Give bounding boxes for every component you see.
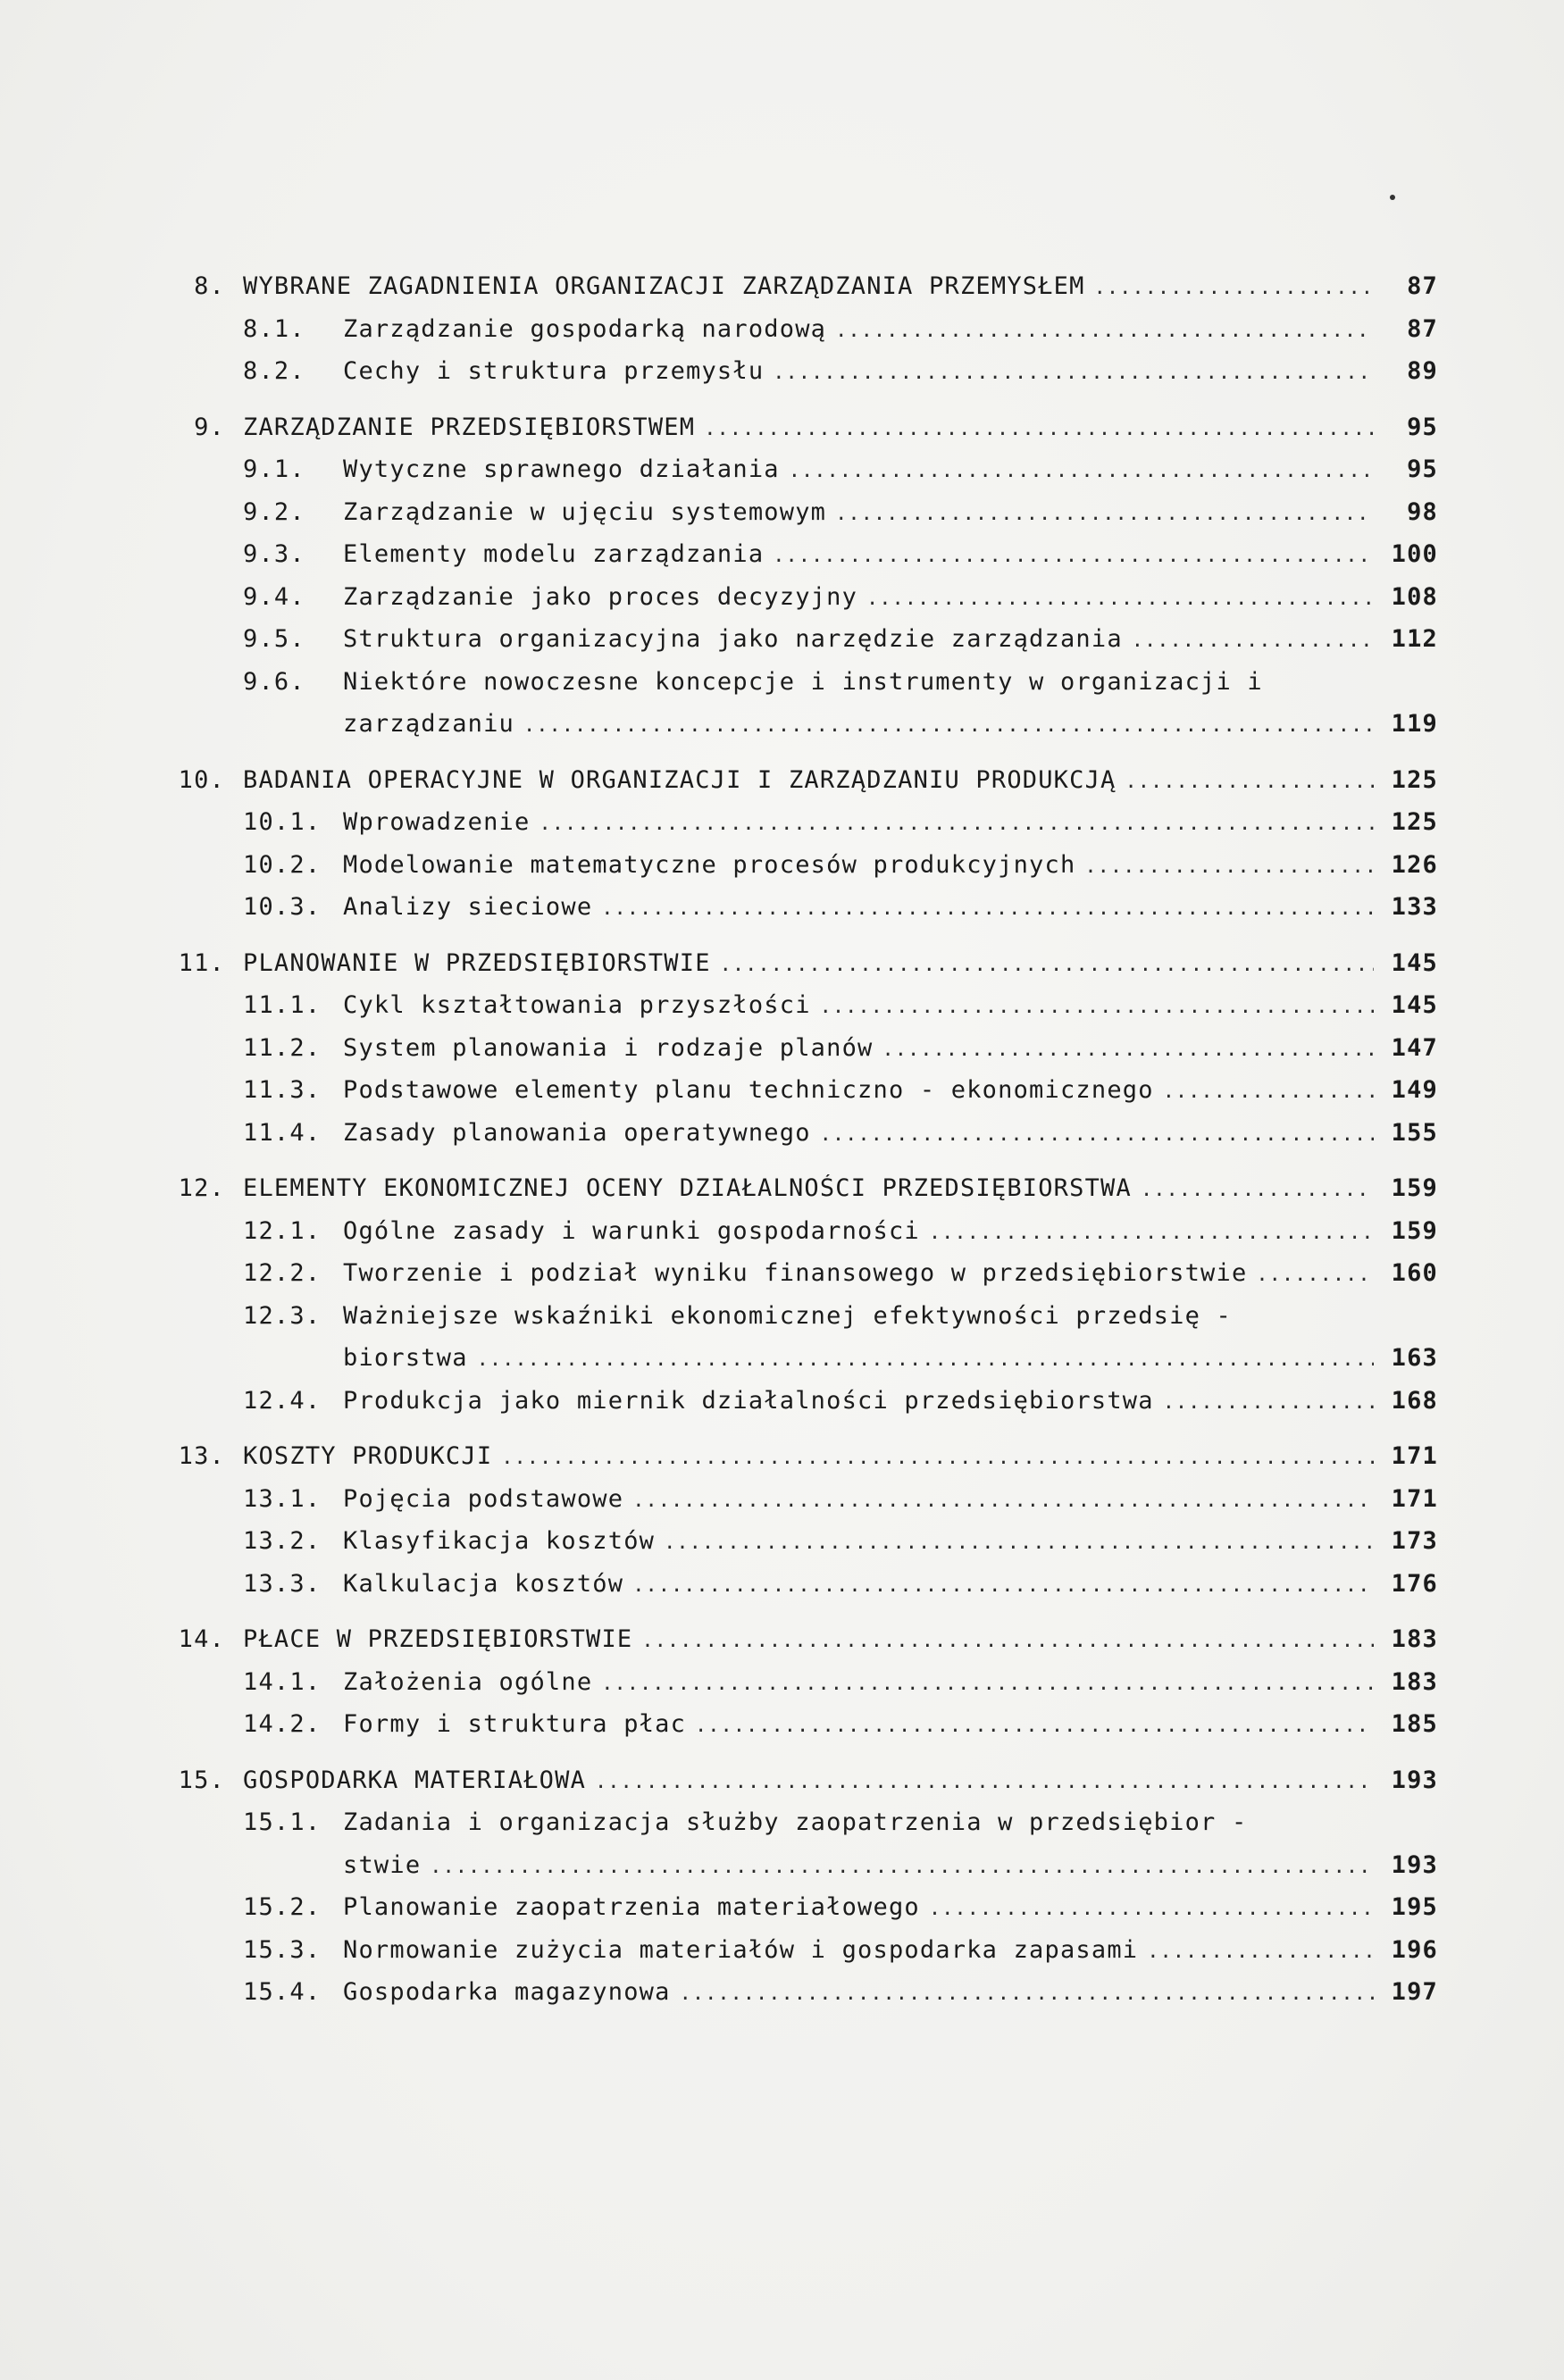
toc-section-row (170, 622, 1438, 665)
dot-leader (1132, 622, 1374, 647)
entry-number: 13. (178, 1442, 225, 1470)
dot-leader (1147, 1933, 1374, 1958)
entry-page-number: 125 (1391, 765, 1438, 794)
toc-section-row (170, 989, 1438, 1031)
toc-section-row (170, 1708, 1438, 1750)
toc-chapter-row (170, 947, 1438, 990)
entry-page-number: 183 (1391, 1625, 1438, 1653)
entry-number: 12. (178, 1174, 225, 1202)
toc-section-row (170, 848, 1438, 891)
entry-number: 9.5. (243, 625, 305, 653)
entry-title: Zarządzanie gospodarką narodową (343, 314, 827, 343)
entry-page-number: 89 (1407, 357, 1438, 385)
dot-leader (929, 1891, 1374, 1915)
dot-leader (866, 580, 1374, 605)
entry-page-number: 193 (1391, 1850, 1438, 1879)
entry-title: Zadania i organizacja służby zaopatrzenia w przedsiębior - (343, 1808, 1248, 1836)
dot-leader (835, 496, 1374, 520)
toc-section-row (170, 890, 1438, 933)
entry-page-number: 125 (1391, 808, 1438, 836)
dot-leader (1256, 1257, 1374, 1281)
ink-speck (1390, 195, 1395, 200)
entry-page-number: 197 (1391, 1978, 1438, 2006)
entry-title: Zarządzanie jako proces decyzyjny (343, 582, 858, 611)
entry-title: biorstwa (343, 1344, 468, 1372)
toc-section-row (170, 1567, 1438, 1610)
dot-leader (1241, 1299, 1374, 1324)
entry-number: 10.3. (243, 893, 322, 921)
entry-title: Kalkulacja kosztów (343, 1569, 624, 1598)
toc-section-row (170, 1215, 1438, 1257)
entry-title: Ogólne zasady i warunki gospodarności (343, 1216, 920, 1245)
dot-leader (477, 1341, 1374, 1365)
entry-page-number: 185 (1391, 1710, 1438, 1738)
toc-chapter-row (170, 1172, 1438, 1215)
dot-leader (1084, 848, 1374, 873)
entry-page-number: 126 (1391, 850, 1438, 879)
dot-leader (882, 1031, 1374, 1056)
entry-number: 11.3. (243, 1076, 322, 1104)
dot-leader (1256, 1806, 1374, 1830)
entry-number: 15. (178, 1766, 225, 1794)
entry-number: 12.3. (243, 1301, 322, 1330)
toc-section-row (170, 1806, 1438, 1849)
entry-page-number: 95 (1407, 455, 1438, 483)
entry-number: 8.2. (243, 357, 305, 385)
dot-leader (680, 1975, 1374, 2000)
toc-section-row (170, 1975, 1438, 2018)
toc-section-row (170, 1666, 1438, 1708)
dot-leader (539, 806, 1374, 830)
entry-number: 12.1. (243, 1216, 322, 1245)
dot-leader (695, 1708, 1374, 1732)
entry-number: 11.2. (243, 1033, 322, 1062)
dot-leader (632, 1567, 1374, 1591)
entry-page-number: 160 (1391, 1259, 1438, 1287)
entry-page-number: 155 (1391, 1118, 1438, 1147)
entry-title: Podstawowe elementy planu techniczno - ekonomicznego (343, 1076, 1154, 1104)
toc-section-row (170, 538, 1438, 580)
toc-section-row (170, 1257, 1438, 1299)
entry-title: Klasyfikacja kosztów (343, 1527, 656, 1555)
dot-leader (1272, 665, 1374, 689)
dot-leader (1125, 764, 1374, 788)
entry-number: 15.1. (243, 1808, 322, 1836)
entry-page-number: 145 (1391, 991, 1438, 1019)
entry-page-number: 98 (1407, 497, 1438, 526)
entry-number: 8. (194, 272, 225, 300)
entry-number: 11. (178, 948, 225, 977)
toc-section-row (170, 1384, 1438, 1427)
toc-section-row (170, 355, 1438, 397)
entry-number: 9.1. (243, 455, 305, 483)
entry-title: ZARZĄDZANIE PRZEDSIĘBIORSTWEM (243, 413, 696, 441)
entry-title: WYBRANE ZAGADNIENIA ORGANIZACJI ZARZĄDZANIA PRZEMYSŁEM (243, 272, 1085, 300)
toc-section-row (170, 806, 1438, 848)
entry-title: ELEMENTY EKONOMICZNEJ OCENY DZIAŁALNOŚCI PRZEDSIĘBIORSTWA (243, 1174, 1132, 1202)
toc-chapter-row (170, 764, 1438, 806)
toc-section-row (170, 1031, 1438, 1074)
dot-leader (1163, 1384, 1374, 1408)
dot-leader (632, 1482, 1374, 1507)
entry-title: PLANOWANIE W PRZEDSIĘBIORSTWIE (243, 948, 711, 977)
entry-title: Ważniejsze wskaźniki ekonomicznej efektywności przedsię - (343, 1301, 1232, 1330)
table-of-contents (170, 270, 1438, 2018)
entry-title: Elementy modelu zarządzania (343, 540, 765, 568)
entry-number: 14. (178, 1625, 225, 1653)
entry-title: Wytyczne sprawnego działania (343, 455, 780, 483)
entry-page-number: 173 (1391, 1527, 1438, 1555)
toc-section-row (170, 1849, 1438, 1891)
entry-page-number: 119 (1391, 710, 1438, 738)
dot-leader (789, 453, 1374, 477)
entry-page-number: 95 (1407, 413, 1438, 441)
entry-page-number: 145 (1391, 948, 1438, 977)
entry-title: Modelowanie matematyczne procesów produkcyjnych (343, 850, 1076, 879)
toc-section-row (170, 1482, 1438, 1525)
dot-leader (430, 1849, 1374, 1873)
entry-title: Zarządzanie w ujęciu systemowym (343, 497, 827, 526)
entry-number: 14.2. (243, 1710, 322, 1738)
entry-page-number: 87 (1407, 272, 1438, 300)
entry-title: stwie (343, 1850, 422, 1879)
entry-number: 8.1. (243, 314, 305, 343)
entry-page-number: 112 (1391, 625, 1438, 653)
dot-leader (835, 313, 1374, 337)
entry-number: 10.1. (243, 808, 322, 836)
entry-number: 13.2. (243, 1527, 322, 1555)
entry-number: 9.4. (243, 582, 305, 611)
entry-page-number: 100 (1391, 540, 1438, 568)
entry-title: BADANIA OPERACYJNE W ORGANIZACJI I ZARZĄDZANIU PRODUKCJĄ (243, 765, 1117, 794)
dot-leader (523, 707, 1374, 731)
toc-section-row (170, 1933, 1438, 1976)
dot-leader (595, 1764, 1374, 1788)
toc-section-row (170, 707, 1438, 750)
dot-leader (720, 947, 1374, 971)
dot-leader (1094, 270, 1374, 294)
entry-title: Normowanie zużycia materiałów i gospodarka zapasami (343, 1935, 1139, 1964)
dot-leader (704, 411, 1374, 435)
entry-title: System planowania i rodzaje planów (343, 1033, 874, 1062)
dot-leader (820, 1116, 1374, 1140)
toc-section-row (170, 313, 1438, 355)
entry-number: 14.1. (243, 1667, 322, 1696)
dot-leader (501, 1440, 1374, 1464)
entry-title: Analizy sieciowe (343, 893, 593, 921)
toc-chapter-row (170, 1764, 1438, 1807)
dot-leader (929, 1215, 1374, 1239)
entry-page-number: 176 (1391, 1569, 1438, 1598)
entry-title: Gospodarka magazynowa (343, 1978, 671, 2006)
entry-number: 10. (178, 765, 225, 794)
entry-number: 13.3. (243, 1569, 322, 1598)
entry-title: Formy i struktura płac (343, 1710, 687, 1738)
entry-title: Zasady planowania operatywnego (343, 1118, 811, 1147)
entry-title: Wprowadzenie (343, 808, 531, 836)
toc-section-row (170, 1524, 1438, 1567)
dot-leader (641, 1623, 1374, 1647)
entry-title: GOSPODARKA MATERIAŁOWA (243, 1766, 587, 1794)
entry-number: 13.1. (243, 1484, 322, 1513)
dot-leader (664, 1524, 1374, 1549)
entry-number: 9.2. (243, 497, 305, 526)
toc-section-row (170, 1891, 1438, 1933)
entry-page-number: 159 (1391, 1174, 1438, 1202)
toc-section-row (170, 1341, 1438, 1384)
toc-section-row (170, 1116, 1438, 1159)
entry-page-number: 147 (1391, 1033, 1438, 1062)
entry-number: 15.2. (243, 1893, 322, 1921)
toc-section-row (170, 665, 1438, 708)
entry-page-number: 168 (1391, 1386, 1438, 1415)
dot-leader (773, 538, 1374, 562)
dot-leader (601, 1666, 1374, 1690)
entry-title: Planowanie zaopatrzenia materiałowego (343, 1893, 920, 1921)
entry-title: Pojęcia podstawowe (343, 1484, 624, 1513)
toc-chapter-row (170, 1440, 1438, 1482)
entry-title: KOSZTY PRODUKCJI (243, 1442, 493, 1470)
entry-number: 10.2. (243, 850, 322, 879)
entry-title: Tworzenie i podział wyniku finansowego w przedsiębiorstwie (343, 1259, 1248, 1287)
toc-chapter-row (170, 411, 1438, 454)
entry-title: Produkcja jako miernik działalności przedsiębiorstwa (343, 1386, 1154, 1415)
entry-number: 9.3. (243, 540, 305, 568)
toc-chapter-row (170, 270, 1438, 313)
toc-section-row (170, 453, 1438, 496)
entry-page-number: 159 (1391, 1216, 1438, 1245)
entry-page-number: 171 (1391, 1484, 1438, 1513)
entry-page-number: 171 (1391, 1442, 1438, 1470)
entry-page-number: 149 (1391, 1076, 1438, 1104)
entry-page-number: 87 (1407, 314, 1438, 343)
entry-title: Założenia ogólne (343, 1667, 593, 1696)
entry-page-number: 193 (1391, 1766, 1438, 1794)
entry-page-number: 163 (1391, 1344, 1438, 1372)
entry-page-number: 196 (1391, 1935, 1438, 1964)
dot-leader (773, 355, 1374, 379)
dot-leader (820, 989, 1374, 1013)
entry-number: 12.2. (243, 1259, 322, 1287)
entry-number: 12.4. (243, 1386, 322, 1415)
entry-title: zarządzaniu (343, 710, 515, 738)
dot-leader (1163, 1073, 1374, 1098)
entry-number: 9.6. (243, 667, 305, 696)
toc-section-row (170, 1073, 1438, 1116)
entry-title: Niektóre nowoczesne koncepcje i instrumenty w organizacji i (343, 667, 1263, 696)
toc-section-row (170, 580, 1438, 623)
entry-title: PŁACE W PRZEDSIĘBIORSTWIE (243, 1625, 633, 1653)
entry-page-number: 195 (1391, 1893, 1438, 1921)
toc-section-row (170, 496, 1438, 539)
entry-number: 15.4. (243, 1978, 322, 2006)
toc-chapter-row (170, 1623, 1438, 1666)
entry-number: 11.4. (243, 1118, 322, 1147)
toc-section-row (170, 1299, 1438, 1342)
entry-number: 15.3. (243, 1935, 322, 1964)
entry-title: Cechy i struktura przemysłu (343, 357, 765, 385)
entry-page-number: 108 (1391, 582, 1438, 611)
entry-number: 11.1. (243, 991, 322, 1019)
dot-leader (1141, 1172, 1374, 1196)
entry-title: Struktura organizacyjna jako narzędzie zarządzania (343, 625, 1123, 653)
dot-leader (601, 890, 1374, 914)
entry-title: Cykl kształtowania przyszłości (343, 991, 811, 1019)
entry-page-number: 183 (1391, 1667, 1438, 1696)
entry-page-number: 133 (1391, 893, 1438, 921)
entry-number: 9. (194, 413, 225, 441)
